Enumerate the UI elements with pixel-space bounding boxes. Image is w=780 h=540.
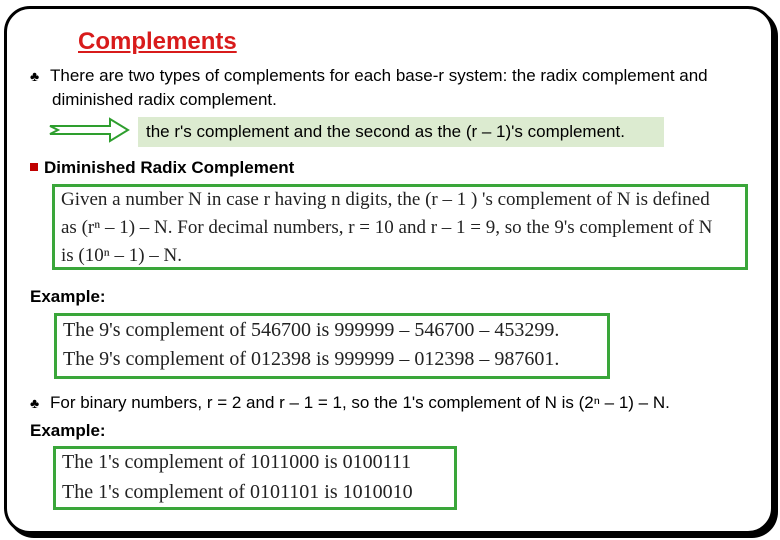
callout-text: the r's complement and the second as the (r – 1)'s complement. [138, 117, 664, 147]
example-box-decimal [54, 313, 610, 379]
red-square-bullet-icon [30, 163, 38, 171]
definition-box [52, 184, 748, 270]
club-bullet-icon: ♣ [30, 68, 40, 84]
example-line: The 9's complement of 012398 is 999999 – 012398 – 987601. [63, 348, 560, 370]
binary-paragraph [30, 391, 670, 415]
section-heading [30, 158, 294, 178]
example-line: The 9's complement of 546700 is 999999 – 546700 – 453299. [63, 319, 560, 341]
binary-text: For binary numbers, r = 2 and r – 1 = 1, so the 1's complement of N is (2ⁿ – 1) – N. [50, 393, 670, 412]
club-bullet-icon: ♣ [30, 395, 40, 411]
example-line: The 1's complement of 0101101 is 1010010 [62, 481, 413, 503]
intro-line-1: There are two types of complements for each base-r system: the radix complement and [50, 66, 708, 85]
definition-line: as (rⁿ – 1) – N. For decimal numbers, r = 10 and r – 1 = 9, so the 9's complement of N [61, 217, 713, 238]
example-label: Example: [30, 421, 106, 440]
definition-line: Given a number N in case r having n digits, the (r – 1 ) 's complement of N is defined [61, 189, 710, 210]
example-box-binary [53, 446, 457, 510]
right-double-arrow-icon [48, 116, 132, 149]
intro-line-2: diminished radix complement. [52, 90, 277, 109]
intro-paragraph [30, 64, 760, 112]
definition-line: is (10ⁿ – 1) – N. [61, 245, 183, 266]
section-heading-text: Diminished Radix Complement [44, 158, 295, 177]
example-label: Example: [30, 287, 106, 306]
example-line: The 1's complement of 1011000 is 0100111 [62, 451, 412, 473]
slide-title: Complements [78, 28, 237, 55]
